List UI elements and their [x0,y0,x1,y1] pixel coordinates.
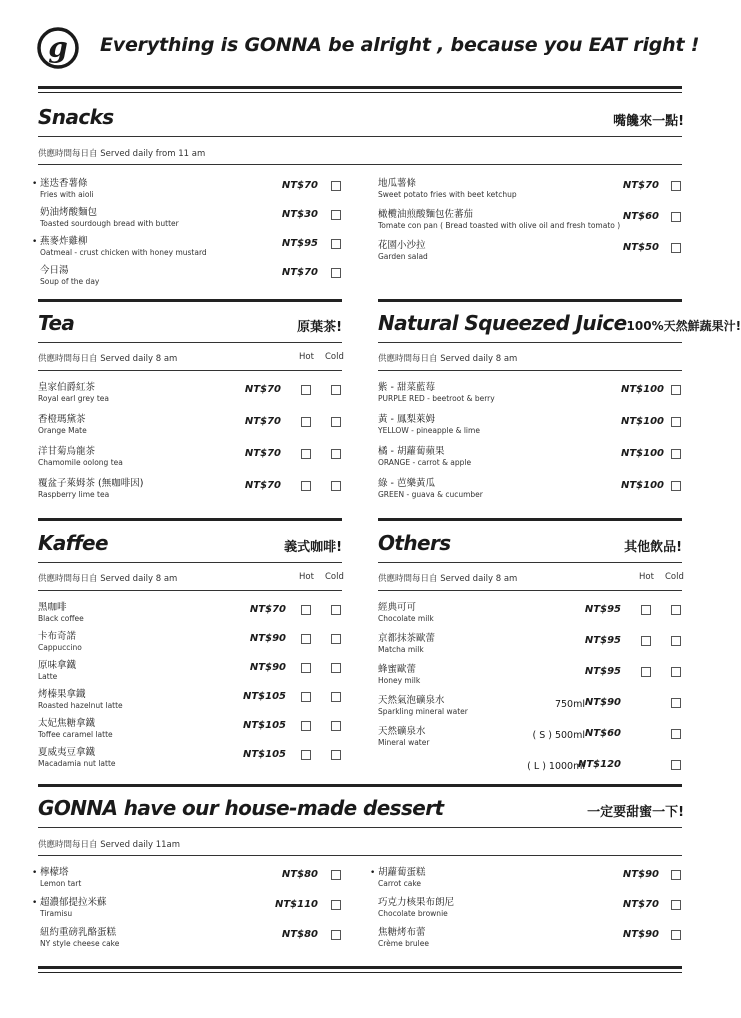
item-name-cn: 夏威夷豆拿鐵 [38,747,96,758]
footer-rule-2 [38,972,682,973]
cold-checkbox[interactable] [331,449,341,459]
item-price: NT$90 [622,929,659,940]
item-name-en: Garden salad [378,252,428,261]
item-price: NT$70 [244,384,281,395]
tea-served: 供應時間每日自 Served daily 8 am [38,354,178,364]
menu-item [40,265,99,287]
bullet-icon: • [32,237,38,247]
menu-item [38,631,82,653]
item-name-cn: 奶油烤酸麵包 [40,207,98,218]
menu-item [378,414,480,436]
item-price: NT$30 [281,209,318,220]
item-price: NT$100 [620,384,664,395]
dessert-title: GONNA have our house-made dessert [38,796,444,820]
cold-checkbox[interactable] [671,729,681,739]
hot-checkbox[interactable] [641,667,651,677]
order-checkbox[interactable] [671,900,681,910]
item-name-cn: 洋甘菊烏龍茶 [38,446,96,457]
juice-rule [378,342,682,343]
menu-item [40,207,179,229]
item-name-cn: 超濃郁提拉米蘇 [40,897,107,908]
menu-item [38,446,123,468]
footer-rule [38,966,682,969]
item-name-en: GREEN - guava & cucumber [378,490,483,499]
juice-title-en: Natural Squeezed Juice [378,311,627,335]
item-name-cn: 焦糖烤布蕾 [378,927,426,938]
dessert-rule [38,827,682,828]
item-name-cn: 綠 - 芭樂黃瓜 [378,478,435,489]
item-name-en: Matcha milk [378,645,424,654]
item-name-cn: 燕麥炸雞柳 [40,236,88,247]
menu-item [378,382,495,404]
menu-item [378,478,483,500]
order-checkbox[interactable] [671,212,681,222]
order-checkbox[interactable] [331,870,341,880]
item-name-en: Chamomile oolong tea [38,458,123,467]
item-name-cn: 天然氣泡礦泉水 [378,695,445,706]
item-price: NT$100 [620,480,664,491]
item-price: NT$105 [242,691,286,702]
divider-1b [378,299,682,302]
hot-checkbox[interactable] [301,634,311,644]
cold-checkbox[interactable] [671,667,681,677]
menu-item [378,897,454,919]
item-price: NT$70 [244,448,281,459]
item-price: NT$100 [620,416,664,427]
tea-title-cn: 原葉茶! [297,320,342,335]
hot-checkbox[interactable] [301,605,311,615]
menu-item [38,382,109,404]
item-name-en: Royal earl grey tea [38,394,109,403]
item-price: NT$70 [622,899,659,910]
cold-checkbox[interactable] [331,663,341,673]
bullet-icon: • [32,868,38,878]
menu-item [378,726,429,748]
item-price: NT$90 [584,697,621,708]
order-checkbox[interactable] [671,449,681,459]
item-name-cn: 烤榛果拿鐵 [38,689,86,700]
order-checkbox[interactable] [671,481,681,491]
order-checkbox[interactable] [671,385,681,395]
menu-item [378,240,428,262]
cold-checkbox[interactable] [671,698,681,708]
hot-checkbox[interactable] [301,449,311,459]
menu-item [378,633,435,655]
item-name-en: Chocolate brownie [378,909,448,918]
item-price: NT$60 [622,211,659,222]
menu-item [38,718,113,740]
cold-checkbox[interactable] [671,636,681,646]
order-checkbox[interactable] [331,900,341,910]
item-name-en: Sweet potato fries with beet ketchup [378,190,517,199]
menu-item [32,867,82,889]
item-name-en: Soup of the day [40,277,100,286]
item-name-cn: 覆盆子萊姆茶 (無咖啡因) [38,478,144,489]
juice-served: 供應時間每日自 Served daily 8 am [378,354,518,364]
item-name-en: YELLOW - pineapple & lime [378,426,480,435]
bullet-icon: • [32,179,38,189]
item-price: NT$70 [622,180,659,191]
bullet-icon: • [370,868,376,878]
hot-checkbox[interactable] [301,385,311,395]
hot-checkbox[interactable] [301,481,311,491]
item-name-cn: 黑咖啡 [38,602,67,613]
item-name-en: ORANGE - carrot & apple [378,458,472,467]
menu-item [32,178,94,200]
item-price: NT$95 [281,238,318,249]
item-name-en: Chocolate milk [378,614,434,623]
item-price: NT$90 [249,662,286,673]
item-price: NT$80 [281,869,318,880]
kaffee-title-cn: 義式咖啡! [284,540,342,555]
item-name-en: Raspberry lime tea [38,490,110,499]
item-name-cn: 紐約重磅乳酪蛋糕 [40,927,117,938]
divider-3 [38,784,682,787]
item-name-en: Crème brulee [378,939,429,948]
item-name-en: Honey milk [378,676,421,685]
order-checkbox[interactable] [671,181,681,191]
tea-rule [38,342,342,343]
cold-checkbox[interactable] [331,385,341,395]
item-name-en: Latte [38,672,58,681]
item-price: NT$95 [584,604,621,615]
hot-checkbox[interactable] [301,692,311,702]
menu-item [38,660,76,682]
dessert-title-cn: 一定要甜蜜一下! [587,805,684,820]
item-name-cn: 黃 - 鳳梨萊姆 [378,414,435,425]
item-price: NT$60 [584,728,621,739]
item-name-en: Carrot cake [378,879,422,888]
item-name-cn: 香橙瑪黛茶 [38,414,86,425]
menu-item [32,236,207,258]
header-rule-2 [38,92,682,93]
cold-checkbox[interactable] [331,692,341,702]
item-name-cn: 迷迭香薯條 [40,178,88,189]
others-cold-label: Cold [665,572,684,582]
dessert-rule-2 [38,855,682,856]
item-price: NT$100 [620,448,664,459]
hot-checkbox[interactable] [301,417,311,427]
menu-item [378,446,471,468]
menu-item [32,897,107,919]
item-name-cn: 胡蘿蔔蛋糕 [378,867,426,878]
snacks-title-cn: 嘴饞來一點! [613,114,684,129]
kaffee-served: 供應時間每日自 Served daily 8 am [38,574,178,584]
item-name-en: Black coffee [38,614,84,623]
item-name-en: Cappuccino [38,643,82,652]
order-checkbox[interactable] [331,268,341,278]
snacks-rule [38,136,682,137]
item-name-cn: 檸檬塔 [40,867,69,878]
kaffee-cold-label: Cold [325,572,344,582]
kaffee-rule [38,562,342,563]
order-checkbox[interactable] [331,239,341,249]
order-checkbox[interactable] [331,930,341,940]
others-rule [378,562,682,563]
item-size: ( L ) 1000ml [527,761,585,772]
item-name-cn: 太妃焦糖拿鐵 [38,718,96,729]
hot-checkbox[interactable] [301,721,311,731]
menu-item [378,664,420,686]
menu-item [378,209,620,231]
kaffee-rule-2 [38,590,342,591]
tea-hot-label: Hot [299,352,314,362]
juice-title-cn: 100%天然鮮蔬果汁! [626,319,741,333]
tea-title: Tea [38,311,75,335]
item-name-cn: 橄欖油煎酸麵包佐蕃茄 [378,209,474,220]
tea-rule-2 [38,370,342,371]
order-checkbox[interactable] [671,930,681,940]
item-name-en: Mineral water [378,738,430,747]
snacks-rule-2 [38,164,682,165]
item-name-en: Fries with aioli [40,190,94,199]
item-name-cn: 地瓜薯條 [378,178,417,189]
item-name-en: Lemon tart [40,879,82,888]
item-name-cn: 皇家伯爵紅茶 [38,382,96,393]
cold-checkbox[interactable] [331,605,341,615]
divider-1 [38,299,342,302]
item-price: NT$90 [249,633,286,644]
hot-checkbox[interactable] [641,605,651,615]
item-name-en: Macadamia nut latte [38,759,116,768]
divider-2 [38,518,342,521]
item-price: NT$70 [244,416,281,427]
others-title: Others [378,531,451,555]
menu-item [378,602,434,624]
cold-checkbox[interactable] [331,417,341,427]
kaffee-hot-label: Hot [299,572,314,582]
cold-checkbox[interactable] [331,634,341,644]
order-checkbox[interactable] [671,870,681,880]
item-name-en: Toasted sourdough bread with butter [40,219,179,228]
order-checkbox[interactable] [331,210,341,220]
others-rule-2 [378,590,682,591]
item-price: NT$70 [281,180,318,191]
others-hot-label: Hot [639,572,654,582]
cold-checkbox[interactable] [671,760,681,770]
order-checkbox[interactable] [331,181,341,191]
menu-item [370,867,426,889]
item-name-cn: 花園小沙拉 [378,240,426,251]
item-name-en: Orange Mate [38,426,87,435]
tea-cold-label: Cold [325,352,344,362]
menu-item [38,689,123,711]
hot-checkbox[interactable] [301,663,311,673]
item-price: NT$110 [274,899,318,910]
snacks-served: 供應時間每日自 Served daily from 11 am [38,149,206,159]
item-name-en: Toffee caramel latte [38,730,113,739]
item-name-en: Tomate con pan ( Bread toasted with olive oil and fresh tomato ) [378,221,621,230]
item-name-cn: 京都抹茶歐蕾 [378,633,436,644]
others-served: 供應時間每日自 Served daily 8 am [378,574,518,584]
hot-checkbox[interactable] [641,636,651,646]
item-name-cn: 今日湯 [40,265,69,276]
item-price: NT$50 [622,242,659,253]
menu-item [38,414,87,436]
menu-item [40,927,119,949]
item-price: NT$95 [584,666,621,677]
item-price: NT$90 [622,869,659,880]
order-checkbox[interactable] [671,243,681,253]
bullet-icon: • [32,898,38,908]
divider-2b [378,518,682,521]
cold-checkbox[interactable] [331,750,341,760]
cold-checkbox[interactable] [331,721,341,731]
item-name-cn: 巧克力核果布朗尼 [378,897,455,908]
item-name-cn: 卡布奇諾 [38,631,77,642]
item-price: NT$70 [249,604,286,615]
svg-text:g: g [48,31,68,64]
item-name-en: Sparkling mineral water [378,707,468,716]
hot-checkbox[interactable] [301,750,311,760]
item-name-cn: 蜂蜜歐蕾 [378,664,417,675]
gonna-logo-icon [36,24,80,72]
item-size: 750ml [554,699,585,710]
header-rule [38,86,682,89]
menu-item [378,695,468,717]
item-name-en: Oatmeal - crust chicken with honey mustard [40,248,207,257]
menu-item [378,927,429,949]
item-name-cn: 橘 - 胡蘿蔔蘋果 [378,446,445,457]
item-name-cn: 原味拿鐵 [38,660,77,671]
item-name-en: PURPLE RED - beetroot & berry [378,394,495,403]
order-checkbox[interactable] [671,417,681,427]
item-price: NT$105 [242,720,286,731]
cold-checkbox[interactable] [331,481,341,491]
dessert-served: 供應時間每日自 Served daily 11am [38,840,181,850]
kaffee-title: Kaffee [38,531,108,555]
juice-title [378,311,741,335]
item-name-cn: 天然礦泉水 [378,726,426,737]
snacks-title: Snacks [38,105,114,129]
menu-item [38,747,116,769]
menu-item [378,178,517,200]
item-price: NT$70 [244,480,281,491]
others-title-cn: 其他飲品! [624,540,682,555]
item-name-cn: 經典可可 [378,602,417,613]
item-price: NT$120 [577,759,621,770]
juice-rule-2 [378,370,682,371]
item-name-en: NY style cheese cake [40,939,120,948]
menu-item [38,602,84,624]
item-size: ( S ) 500ml [532,730,585,741]
item-name-cn: 紫 - 甜菜藍莓 [378,382,435,393]
cold-checkbox[interactable] [671,605,681,615]
tagline: Everything is GONNA be alright , because you EAT right ! [100,34,700,56]
item-price: NT$105 [242,749,286,760]
menu-item [38,478,143,500]
item-price: NT$95 [584,635,621,646]
item-price: NT$80 [281,929,318,940]
item-name-en: Roasted hazelnut latte [38,701,123,710]
item-price: NT$70 [281,267,318,278]
item-name-en: Tiramisu [40,909,73,918]
